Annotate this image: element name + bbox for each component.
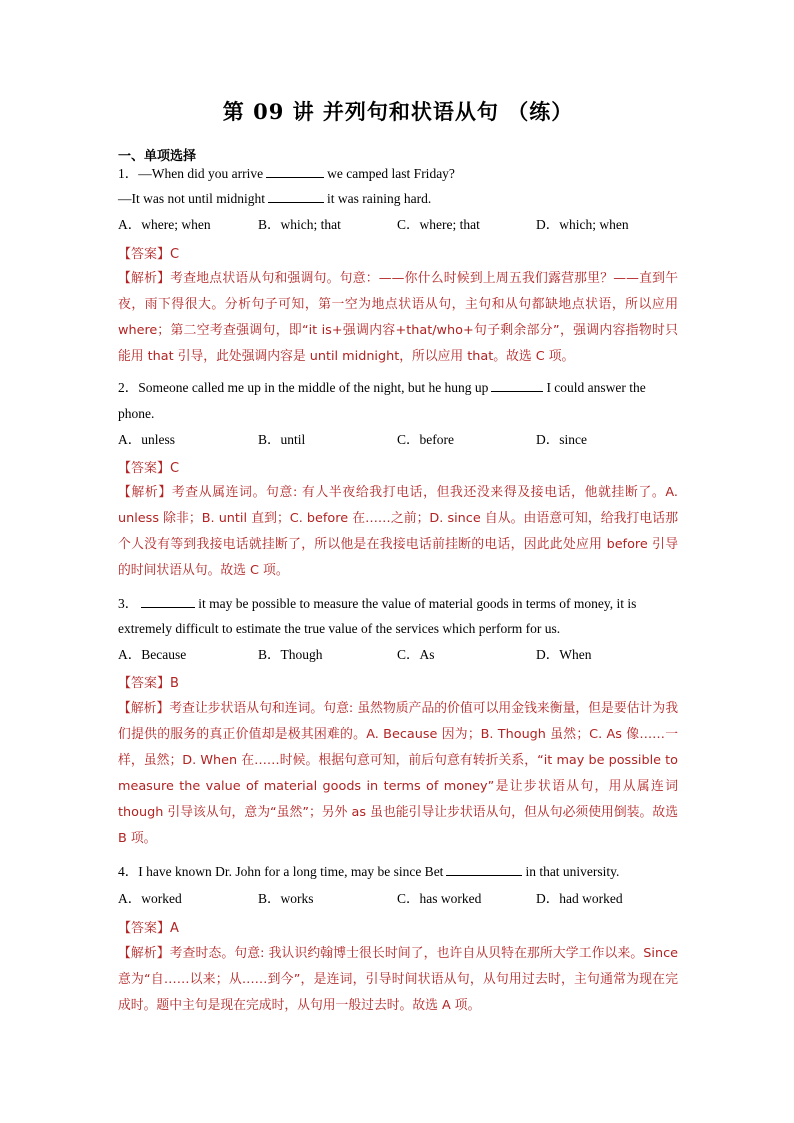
option-b: B．which; that (258, 217, 341, 232)
option-b: B．works (258, 891, 314, 906)
answer-blank (141, 595, 195, 608)
answer-blank (491, 379, 543, 392)
question-3-answer: 【答案】B (118, 676, 179, 691)
question-2-explanation: 【解析】考查从属连词。句意: 有人半夜给我打电话，但我还没来得及接电话，他就挂断了。A. unless 除非；B. until 直到；C. before 在……之前；D. since 自从。由语意可知，给我打电话那个人没有等到我接电话就挂断了，所以他是在我接电话前挂断的电话，因此此处应用 before 引导的时间状语从句。故选 C 项。 (118, 485, 678, 578)
question-1-line-2: —It was not until midnight it was raining hard. (118, 191, 432, 206)
question-4-line-1: 4．I have known Dr. John for a long time, may be since Bet in that university. (118, 864, 620, 879)
question-1-line-1: 1．—When did you arrive we camped last Friday? (118, 166, 455, 181)
option-c: C．As (397, 647, 435, 662)
section-heading: 一、单项选择 (118, 149, 197, 164)
answer-blank (268, 190, 324, 203)
option-a: A．where; when (118, 217, 211, 232)
question-3-line-2: extremely difficult to estimate the true value of the services which perform for us. (118, 621, 561, 636)
question-2-line-1: 2．Someone called me up in the middle of the night, but he hung up I could answer the (118, 380, 646, 395)
question-4-answer: 【答案】A (118, 921, 179, 936)
option-c: C．before (397, 432, 454, 447)
answer-blank (266, 165, 324, 178)
option-a: A．unless (118, 432, 175, 447)
option-b: B．Though (258, 647, 323, 662)
option-c: C．where; that (397, 217, 480, 232)
question-1-answer: 【答案】C (118, 247, 180, 262)
question-2-answer: 【答案】C (118, 461, 180, 476)
option-b: B．until (258, 432, 306, 447)
option-d: D．which; when (536, 217, 629, 232)
page-title: 第 09 讲 并列句和状语从句 （练） (222, 99, 574, 124)
question-2-line-2: phone. (118, 406, 155, 421)
option-d: D．had worked (536, 891, 623, 906)
option-c: C．has worked (397, 891, 482, 906)
question-4-explanation: 【解析】考查时态。句意: 我认识约翰博士很长时间了，也许自从贝特在那所大学工作以来。Since 意为“自……以来；从……到今”，是连词，引导时间状语从句，从句用过去时，主句通常为现在完成时。题中主句是现在完成时，从句用一般过去时。故选 A 项。 (118, 946, 678, 1013)
option-a: A．worked (118, 891, 182, 906)
question-3-explanation: 【解析】考查让步状语从句和连词。句意: 虽然物质产品的价值可以用金钱来衡量，但是要估计为我们提供的服务的真正价值却是极其困难的。A. Because 因为；B. Though 虽然；C. As 像……一样，虽然；D. When 在……时候。根据句意可知，前后句意有转折关系，“it may be possible to measure the value of material goods in terms of money”是让步状语从句，用从属连词 though 引导该从句，意为“虽然”；另外 as 虽也能引导让步状语从句，但从句必须使用倒装。故选 B 项。 (118, 701, 678, 846)
option-d: D．since (536, 432, 587, 447)
question-3-line-1: 3． it may be possible to measure the value of material goods in terms of money, it is (118, 596, 637, 611)
answer-blank (446, 863, 522, 876)
question-1-explanation: 【解析】考查地点状语从句和强调句。句意：——你什么时候到上周五我们露营那里？——直到午夜，雨下得很大。分析句子可知，第一空为地点状语从句，主句和从句都缺地点状语，所以应用 where；第二空考查强调句，即“it is+强调内容+that/who+句子剩余部分”，强调内容指物时只能用 that 引导，此处强调内容是 until midnight，所以应用 that。故选 C 项。 (118, 271, 678, 364)
option-d: D．When (536, 647, 592, 662)
option-a: A．Because (118, 647, 187, 662)
